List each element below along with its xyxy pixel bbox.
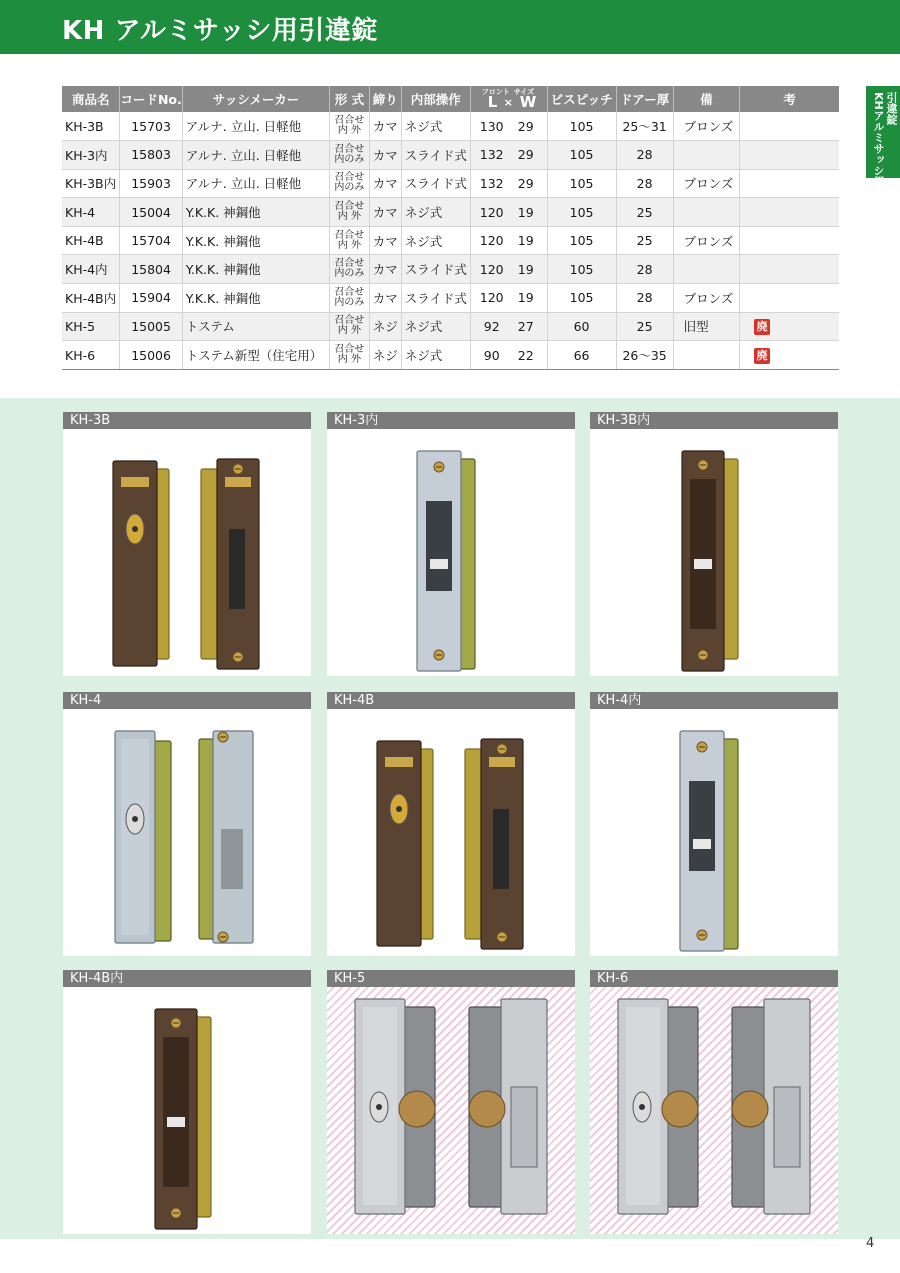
size-w: 19: [517, 261, 534, 277]
size-l: 130: [479, 118, 504, 134]
cell-badge: [740, 112, 839, 141]
table-row: [62, 198, 839, 227]
table-row: [62, 341, 839, 370]
table-row: [62, 112, 839, 141]
size-w: 19: [517, 290, 534, 306]
cell-lock: カマ: [369, 141, 401, 170]
w-label: W: [519, 92, 537, 111]
cell-badge: [740, 312, 839, 341]
form-line-2: 内のみ: [334, 296, 365, 308]
cell-maker: Y.K.K. 神鋼他: [182, 284, 329, 313]
cell-lock: カマ: [369, 169, 401, 198]
cell-lw: [470, 284, 547, 313]
table-row: [62, 141, 839, 170]
col-header-name: 商品名: [62, 86, 120, 112]
title-bar: [0, 0, 900, 54]
cell-lock: カマ: [369, 226, 401, 255]
cell-form: [330, 169, 370, 198]
product-label: KH-3B内: [590, 412, 838, 429]
front-label: フロント: [481, 87, 510, 96]
cell-door: 28: [616, 255, 673, 284]
cell-name: KH-3内: [62, 141, 120, 170]
col-header-code: コードNo.: [120, 86, 182, 112]
cell-maker: Y.K.K. 神鋼他: [182, 198, 329, 227]
form-line-2: 内 外: [337, 239, 361, 251]
cell-lw: [470, 312, 547, 341]
cell-door: 28: [616, 141, 673, 170]
form-line-2: 内のみ: [334, 153, 365, 165]
form-line-1: 召合せ: [334, 172, 365, 184]
cell-inner: ネジ式: [401, 198, 470, 227]
form-line-1: 召合せ: [334, 286, 365, 298]
product-label: KH-5: [327, 970, 575, 987]
cell-lock: ネジ: [369, 312, 401, 341]
product-photo: [327, 987, 575, 1234]
product-photo: [327, 429, 575, 676]
table-row: [62, 255, 839, 284]
cell-maker: トステム: [182, 312, 329, 341]
size-l: 132: [479, 147, 504, 163]
cell-name: KH-5: [62, 312, 120, 341]
form-line-2: 内のみ: [334, 268, 365, 280]
product-photo: [590, 987, 838, 1234]
product-label: KH-3内: [327, 412, 575, 429]
size-w: 19: [517, 204, 534, 220]
size-l: 120: [479, 233, 504, 249]
product-label: KH-4内: [590, 692, 838, 709]
cell-code: 15004: [120, 198, 182, 227]
size-w: 29: [517, 147, 534, 163]
table-row: [62, 312, 839, 341]
size-l: 132: [479, 175, 504, 191]
form-line-1: 召合せ: [334, 315, 365, 327]
cell-maker: アルナ. 立山. 日軽他: [182, 141, 329, 170]
product-label: KH-4B: [327, 692, 575, 709]
col-header-remarks-a: 備: [673, 86, 740, 112]
cell-pitch: 105: [547, 284, 616, 313]
cell-maker: Y.K.K. 神鋼他: [182, 226, 329, 255]
size-w: 27: [517, 318, 534, 334]
cell-badge: [740, 341, 839, 370]
form-line-2: 内のみ: [334, 182, 365, 194]
cell-lw: [470, 198, 547, 227]
size-l: 120: [479, 204, 504, 220]
cell-form: [330, 312, 370, 341]
form-line-1: 召合せ: [334, 115, 365, 127]
cell-note: [673, 141, 740, 170]
product-card[interactable]: [63, 970, 311, 1234]
cell-door: 28: [616, 284, 673, 313]
form-line-1: 召合せ: [334, 229, 365, 241]
cell-lw: [470, 141, 547, 170]
col-header-form: 形 式: [330, 86, 370, 112]
cell-note: 旧型: [673, 312, 740, 341]
cell-lw: [470, 169, 547, 198]
cell-name: KH-4B: [62, 226, 120, 255]
cell-inner: ネジ式: [401, 312, 470, 341]
cell-door: 26〜35: [616, 341, 673, 370]
cell-pitch: 66: [547, 341, 616, 370]
product-photo: [327, 709, 575, 956]
cell-lock: カマ: [369, 284, 401, 313]
l-label: L: [487, 92, 498, 111]
table-row: [62, 284, 839, 313]
product-label: KH-3B: [63, 412, 311, 429]
size-w: 29: [517, 175, 534, 191]
product-photo: [63, 429, 311, 676]
col-header-lock: 締り: [369, 86, 401, 112]
discontinued-badge: 廃: [754, 348, 770, 364]
page-number: 4: [866, 1236, 875, 1251]
col-header-inner: 内部操作: [401, 86, 470, 112]
product-label: KH-4B内: [63, 970, 311, 987]
cell-name: KH-3B: [62, 112, 120, 141]
cell-lw: [470, 255, 547, 284]
cell-inner: ネジ式: [401, 112, 470, 141]
cell-code: 15704: [120, 226, 182, 255]
size-w: 19: [517, 233, 534, 249]
cell-note: [673, 341, 740, 370]
form-line-2: 内 外: [337, 125, 361, 137]
form-line-2: 内 外: [337, 211, 361, 223]
product-card[interactable]: [63, 412, 311, 676]
col-header-remarks-b: 考: [740, 86, 839, 112]
cell-name: KH-3B内: [62, 169, 120, 198]
side-index-tab[interactable]: [866, 86, 900, 187]
cell-lock: カマ: [369, 255, 401, 284]
cell-pitch: 105: [547, 226, 616, 255]
cell-form: [330, 112, 370, 141]
cell-inner: スライド式: [401, 169, 470, 198]
col-header-pitch: ビスピッチ: [547, 86, 616, 112]
cell-code: 15005: [120, 312, 182, 341]
table-row: [62, 226, 839, 255]
cell-name: KH-6: [62, 341, 120, 370]
cell-note: ブロンズ: [673, 112, 740, 141]
cell-note: ブロンズ: [673, 169, 740, 198]
cell-note: [673, 198, 740, 227]
form-line-2: 内 外: [337, 325, 361, 337]
cell-code: 15703: [120, 112, 182, 141]
cell-form: [330, 226, 370, 255]
cell-inner: スライド式: [401, 255, 470, 284]
cell-door: 25: [616, 312, 673, 341]
cell-pitch: 105: [547, 255, 616, 284]
product-card[interactable]: [327, 692, 575, 956]
table-header-row: [62, 86, 839, 112]
cell-badge: [740, 141, 839, 170]
cell-pitch: 105: [547, 169, 616, 198]
size-l: 92: [483, 318, 500, 334]
cell-maker: アルナ. 立山. 日軽他: [182, 169, 329, 198]
product-card[interactable]: [327, 970, 575, 1234]
cell-maker: アルナ. 立山. 日軽他: [182, 112, 329, 141]
product-card[interactable]: [590, 970, 838, 1234]
cell-note: ブロンズ: [673, 284, 740, 313]
cell-lock: ネジ: [369, 341, 401, 370]
times-label: ×: [503, 95, 513, 109]
cell-badge: [740, 255, 839, 284]
cell-code: 15804: [120, 255, 182, 284]
cell-door: 28: [616, 169, 673, 198]
table-row: [62, 169, 839, 198]
product-photo: [63, 709, 311, 956]
cell-pitch: 105: [547, 112, 616, 141]
cell-door: 25: [616, 226, 673, 255]
product-gallery: [0, 398, 900, 1239]
cell-note: ブロンズ: [673, 226, 740, 255]
cell-pitch: 60: [547, 312, 616, 341]
form-line-1: 召合せ: [334, 258, 365, 270]
product-card[interactable]: [327, 412, 575, 676]
product-card[interactable]: [590, 692, 838, 956]
cell-name: KH-4B内: [62, 284, 120, 313]
cell-note: [673, 255, 740, 284]
size-w: 29: [517, 118, 534, 134]
cell-inner: ネジ式: [401, 226, 470, 255]
cell-form: [330, 198, 370, 227]
size-l: 120: [479, 261, 504, 277]
col-header-maker: サッシメーカー: [182, 86, 329, 112]
size-l: 120: [479, 290, 504, 306]
cell-form: [330, 341, 370, 370]
cell-form: [330, 141, 370, 170]
cell-form: [330, 284, 370, 313]
cell-badge: [740, 284, 839, 313]
cell-badge: [740, 169, 839, 198]
cell-lw: [470, 341, 547, 370]
cell-lw: [470, 112, 547, 141]
form-line-1: 召合せ: [334, 201, 365, 213]
side-tab-line-1: 引違錠: [885, 92, 898, 125]
cell-pitch: 105: [547, 198, 616, 227]
product-photo: [590, 709, 838, 956]
product-photo: [590, 429, 838, 676]
cell-door: 25: [616, 198, 673, 227]
form-line-1: 召合せ: [334, 344, 365, 356]
cell-badge: [740, 226, 839, 255]
size-w: 22: [517, 347, 534, 363]
cell-maker: トステム新型（住宅用）: [182, 341, 329, 370]
product-label: KH-4: [63, 692, 311, 709]
cell-code: 15803: [120, 141, 182, 170]
cell-form: [330, 255, 370, 284]
cell-maker: Y.K.K. 神鋼他: [182, 255, 329, 284]
cell-inner: スライド式: [401, 141, 470, 170]
cell-lw: [470, 226, 547, 255]
cell-door: 25〜31: [616, 112, 673, 141]
product-photo: [63, 987, 311, 1234]
cell-name: KH-4内: [62, 255, 120, 284]
cell-code: 15006: [120, 341, 182, 370]
cell-inner: ネジ式: [401, 341, 470, 370]
cell-code: 15903: [120, 169, 182, 198]
cell-inner: スライド式: [401, 284, 470, 313]
discontinued-badge: 廃: [754, 319, 770, 335]
form-line-1: 召合せ: [334, 143, 365, 155]
cell-lock: カマ: [369, 198, 401, 227]
spec-table: [62, 86, 839, 370]
size-l: 90: [483, 347, 500, 363]
product-card[interactable]: [63, 692, 311, 956]
page-title: KH アルミサッシ用引違錠: [62, 16, 378, 46]
cell-name: KH-4: [62, 198, 120, 227]
cell-pitch: 105: [547, 141, 616, 170]
product-card[interactable]: [590, 412, 838, 676]
cell-code: 15904: [120, 284, 182, 313]
cell-badge: [740, 198, 839, 227]
cell-lock: カマ: [369, 112, 401, 141]
col-header-door: ドアー厚: [616, 86, 673, 112]
product-label: KH-6: [590, 970, 838, 987]
form-line-2: 内 外: [337, 354, 361, 366]
side-tab-line-2: KHアルミサッシ用: [872, 92, 885, 187]
col-header-size: [470, 86, 547, 112]
size-label: サイズ: [513, 87, 535, 96]
